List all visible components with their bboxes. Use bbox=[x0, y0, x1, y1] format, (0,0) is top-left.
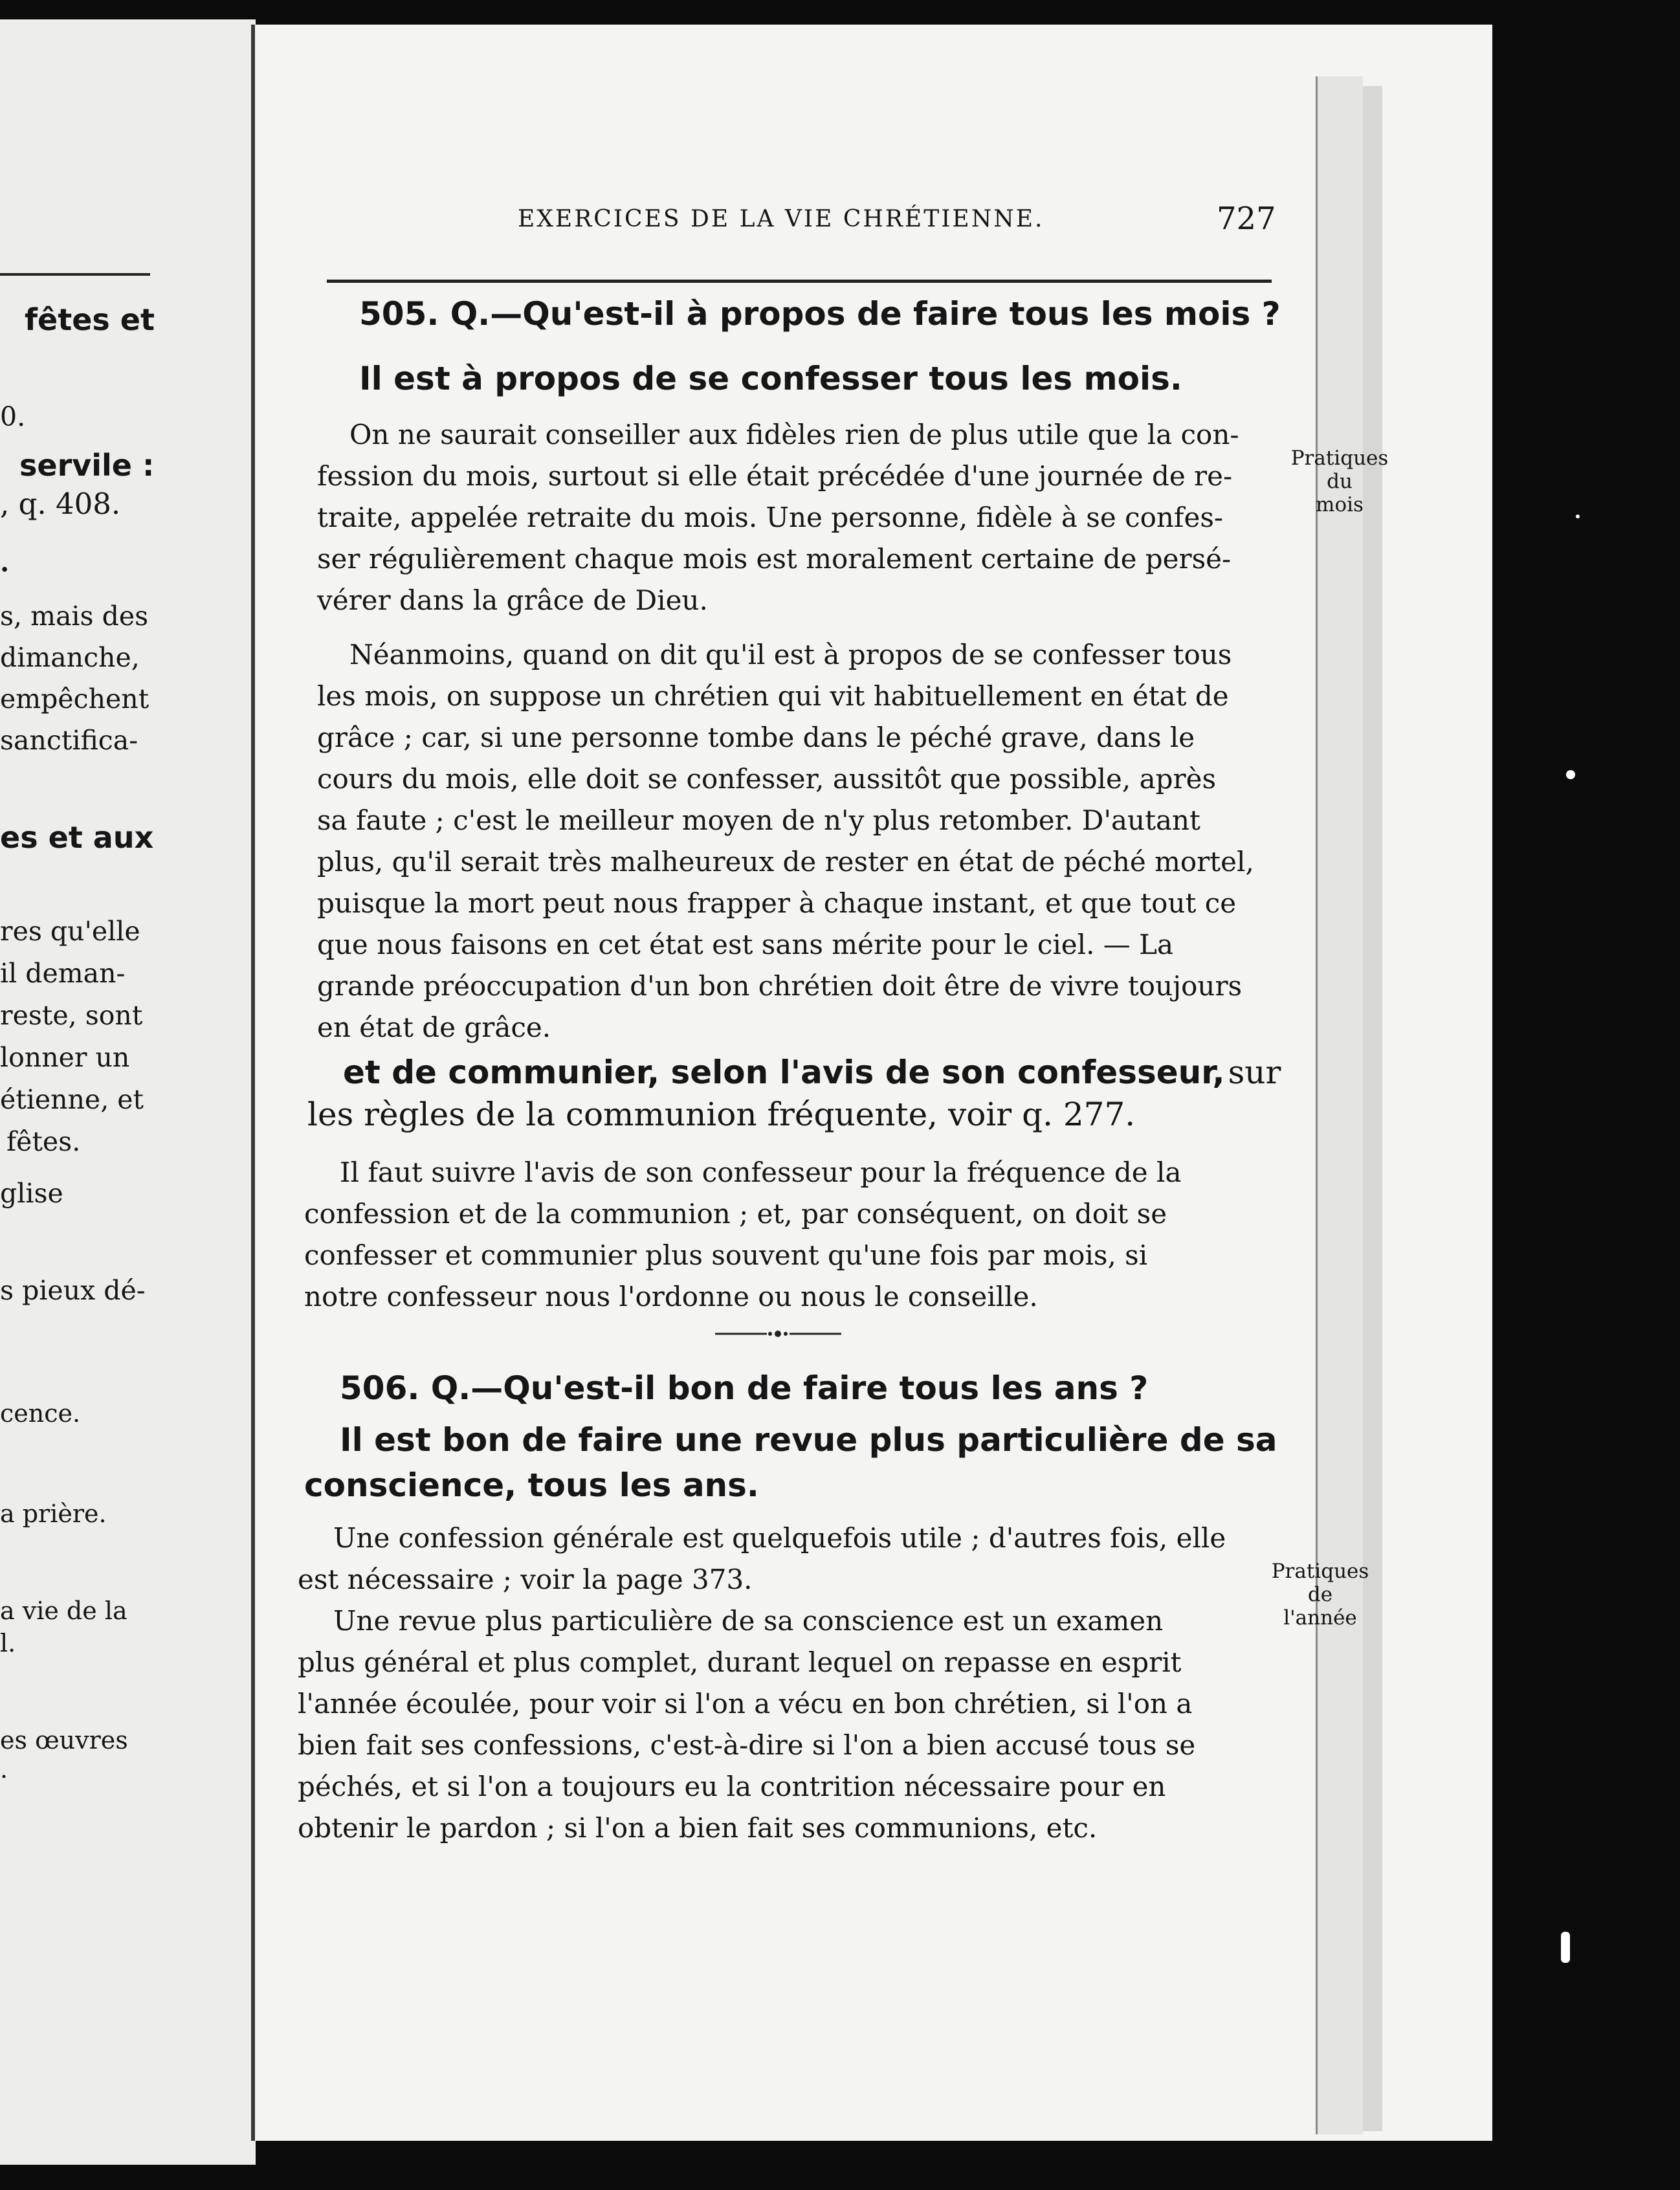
answer-505-rest: sur bbox=[1228, 1054, 1281, 1091]
left-text-line: dimanche, bbox=[0, 642, 140, 673]
paragraph-line: obtenir le pardon ; si l'on a bien fait ses communions, etc. bbox=[298, 1812, 1098, 1844]
header-rule bbox=[327, 280, 1272, 283]
left-text-line: s, mais des bbox=[0, 601, 149, 632]
paragraph-line: On ne saurait conseiller aux fidèles rien de plus utile que la con- bbox=[349, 419, 1239, 450]
paragraph-line: vérer dans la grâce de Dieu. bbox=[317, 584, 708, 616]
answer-505-line2: les règles de la communion fréquente, voir q. 277. bbox=[307, 1096, 1136, 1133]
left-text-line: glise bbox=[0, 1178, 63, 1209]
left-text-line: fêtes et bbox=[25, 302, 155, 337]
left-header-rule bbox=[0, 273, 150, 276]
paragraph-line: que nous faisons en cet état est sans mérite pour le ciel. — La bbox=[317, 929, 1174, 960]
paragraph-line: grâce ; car, si une personne tombe dans le péché grave, dans le bbox=[317, 722, 1195, 753]
paragraph-line: est nécessaire ; voir la page 373. bbox=[298, 1564, 753, 1595]
left-text-line: es œuvres bbox=[0, 1726, 128, 1754]
paragraph-line: sa faute ; c'est le meilleur moyen de n'y plus retomber. D'autant bbox=[317, 804, 1200, 836]
running-head: EXERCICES DE LA VIE CHRÉTIENNE. bbox=[518, 206, 1044, 232]
left-text-line: servile : bbox=[19, 448, 155, 483]
paragraph-line: ser régulièrement chaque mois est moralement certaine de persé- bbox=[317, 543, 1232, 575]
left-text-line: lonner un bbox=[0, 1042, 130, 1073]
dust-speck bbox=[1566, 770, 1575, 779]
answer-505-line bbox=[343, 1052, 1281, 1093]
left-text-line: fêtes. bbox=[6, 1126, 81, 1157]
question-506: 506. Q.—Qu'est-il bon de faire tous les ans ? bbox=[340, 1369, 1149, 1407]
left-text-line: . bbox=[0, 547, 10, 578]
paragraph-line: bien fait ses confessions, c'est-à-dire si l'on a bien accusé tous se bbox=[298, 1729, 1196, 1761]
left-text-line: empêchent bbox=[0, 683, 149, 714]
paragraph-line: puisque la mort peut nous frapper à chaque instant, et que tout ce bbox=[317, 887, 1237, 919]
page-number: 727 bbox=[1217, 201, 1276, 237]
answer-506-line: conscience, tous les ans. bbox=[304, 1466, 759, 1504]
paragraph-line: l'année écoulée, pour voir si l'on a vécu en bon chrétien, si l'on a bbox=[298, 1688, 1193, 1720]
paragraph-line: Néanmoins, quand on dit qu'il est à propos de se confesser tous bbox=[349, 639, 1232, 670]
paragraph-line: Une confession générale est quelquefois utile ; d'autres fois, elle bbox=[333, 1522, 1226, 1554]
paragraph-line: grande préoccupation d'un bon chrétien doit être de vivre toujours bbox=[317, 970, 1243, 1002]
paragraph-line: confesser et communier plus souvent qu'une fois par mois, si bbox=[304, 1239, 1148, 1271]
paragraph-line: Il faut suivre l'avis de son confesseur pour la fréquence de la bbox=[340, 1156, 1182, 1188]
left-text-line: a vie de la bbox=[0, 1597, 127, 1625]
paragraph-line: péchés, et si l'on a toujours eu la contrition nécessaire pour en bbox=[298, 1771, 1166, 1802]
answer-505: Il est à propos de se confesser tous les mois. bbox=[359, 360, 1182, 397]
paragraph-line: Une revue plus particulière de sa conscience est un examen bbox=[333, 1605, 1164, 1637]
left-text-line: s pieux dé- bbox=[0, 1275, 146, 1306]
paragraph-line: plus général et plus complet, durant lequel on repasse en esprit bbox=[298, 1646, 1182, 1678]
paragraph-line: en état de grâce. bbox=[317, 1012, 551, 1043]
dust-speck bbox=[1561, 1932, 1570, 1963]
left-text-line: res qu'elle bbox=[0, 916, 140, 947]
left-text-line: , q. 408. bbox=[0, 487, 121, 521]
left-text-line: reste, sont bbox=[0, 1000, 143, 1031]
margin-note-month: Pratiques du mois bbox=[1290, 447, 1389, 516]
left-page-fragment bbox=[0, 19, 256, 2165]
answer-506-line: Il est bon de faire une revue plus particulière de sa bbox=[340, 1421, 1277, 1459]
paragraph-line: confession et de la communion ; et, par conséquent, on doit se bbox=[304, 1198, 1167, 1230]
paragraph-line: les mois, on suppose un chrétien qui vit habituellement en état de bbox=[317, 680, 1229, 712]
paragraph-line: traite, appelée retraite du mois. Une personne, fidèle à se confes- bbox=[317, 502, 1224, 533]
left-text-line: a prière. bbox=[0, 1499, 107, 1528]
left-text-line: cence. bbox=[0, 1399, 81, 1428]
paragraph-line: notre confesseur nous l'ordonne ou nous le conseille. bbox=[304, 1281, 1038, 1312]
left-text-line: l. bbox=[0, 1629, 16, 1657]
left-text-line: sanctifica- bbox=[0, 725, 138, 756]
paragraph-line: plus, qu'il serait très malheureux de rester en état de péché mortel, bbox=[317, 846, 1254, 878]
left-text-line: . bbox=[0, 1755, 8, 1784]
paragraph-line: fession du mois, surtout si elle était précédée d'une journée de re- bbox=[317, 460, 1233, 492]
answer-505-bold: et de communier, selon l'avis de son confesseur, bbox=[343, 1054, 1225, 1091]
separator-ornament bbox=[715, 1330, 841, 1338]
left-text-line: 0. bbox=[0, 401, 26, 432]
page-edge bbox=[1316, 76, 1363, 2134]
page-edge bbox=[1363, 86, 1382, 2131]
question-505: 505. Q.—Qu'est-il à propos de faire tous les mois ? bbox=[359, 295, 1281, 333]
margin-note-year: Pratiques de l'année bbox=[1271, 1560, 1369, 1630]
left-text-line: es et aux bbox=[0, 820, 154, 855]
paragraph-line: cours du mois, elle doit se confesser, aussitôt que possible, après bbox=[317, 763, 1216, 795]
dust-speck bbox=[1576, 514, 1580, 518]
left-text-line: il deman- bbox=[0, 958, 126, 989]
left-text-line: étienne, et bbox=[0, 1084, 144, 1115]
